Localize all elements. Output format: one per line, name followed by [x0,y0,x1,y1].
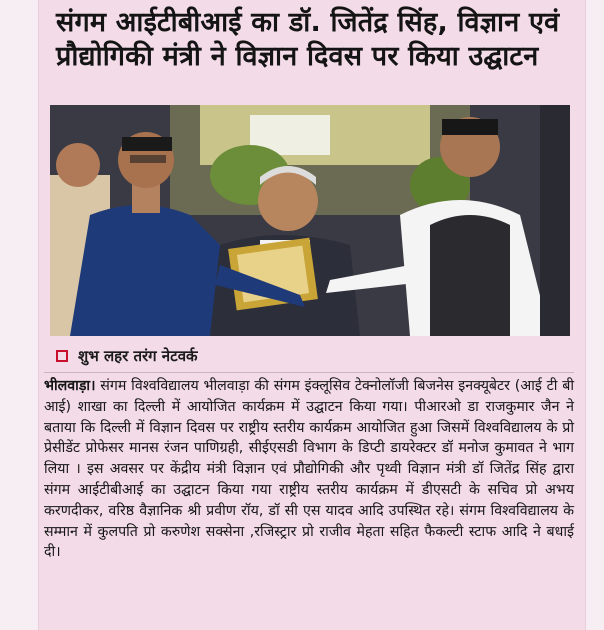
dateline: भीलवाड़ा। [44,378,96,394]
news-photo [50,105,570,336]
square-bullet-icon [56,350,68,362]
byline [56,345,198,367]
article-body-text: संगम विश्वविद्यालय भीलवाड़ा की संगम इंक्लूसिव टेक्नोलॉजी बिजनेस इनक्यूबेटर (आई टी बी आई) शाखा का दिल्ली में आयोजित कार्यक्रम में उद्घाटन किया गया। पीआरओ डा राजकुमार जैन ने बताया कि दिल्ली में विज्ञान दिवस पर राष्ट्रीय स्तरीय कार्यक्रम आयोजित हुआ जिसमें विश्वविद्यालय के प्रो प्रेसीडेंट प्रोफेसर मानस रंजन पाणिग्रही, सीईएसडी विभाग के डिप्टी डायरेक्टर डॉ मनोज कुमावत ने भाग लिया । इस अवसर पर केंद्रीय मंत्री विज्ञान एवं प्रौद्योगिकी और पृथ्वी विज्ञान मंत्री डॉ जितेंद्र सिंह द्वारा संगम आईटीबीआई का उद्घाटन किया गया राष्ट्रीय स्तरीय कार्यक्रम में डीएसटी के सचिव प्रो अभय करणदीकर, वरिष्ठ वैज्ञानिक श्री प्रवीण रॉय, डॉ सी एस यादव आदि उपस्थित रहे। संगम विश्वविद्यालय के सम्मान में कुलपति प्रो करुणेश सक्सेना ,रजिस्ट्रार प्रो राजीव मेहता सहित फैकल्टी स्टाफ आदि ने बधाई दी। [44,378,574,561]
divider [44,372,574,373]
headline: संगम आईटीबीआई का डॉ. जितेंद्र सिंह, विज्ञान एवं प्रौद्योगिकी मंत्री ने विज्ञान दिवस पर किया उद्घाटन [56,7,560,72]
article-body [44,376,574,563]
byline-text: शुभ लहर तरंग नेटवर्क [78,347,198,365]
